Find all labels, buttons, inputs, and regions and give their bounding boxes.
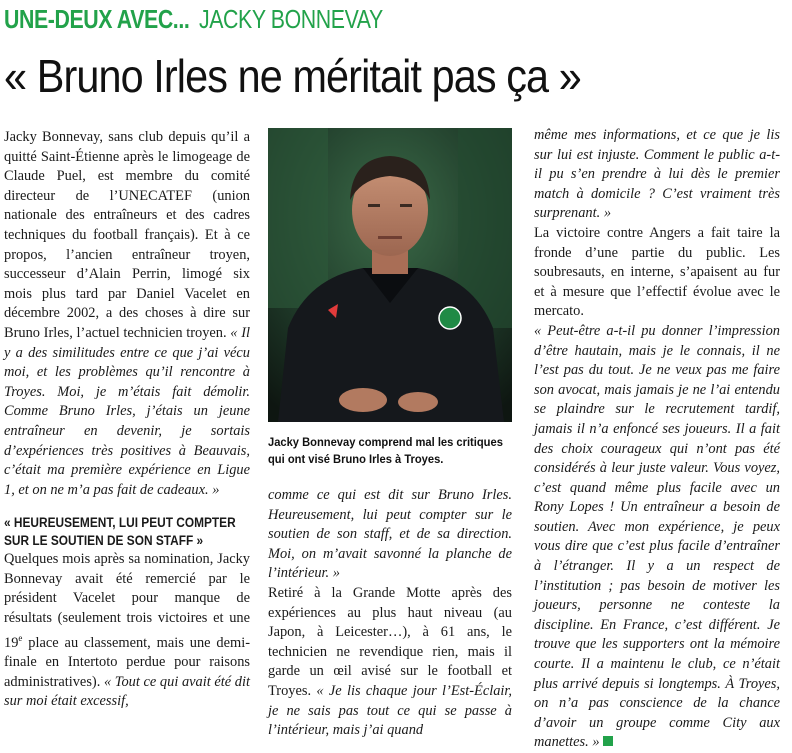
body-paragraph: La victoire contre Angers a fait taire la fronde d’une partie du public. Les soubresauts, en interne, s’apaisent au fur et à mesure que l’effectif évolue avec le mercato.: [534, 224, 780, 320]
quote: même mes informations, et ce que je lis sur lui est injuste. Comment le public a-t-il pu s’en prendre à lui dès le premier match à domicile ? C’est vraiment très surprenant. »: [534, 127, 780, 222]
body-paragraph: Jacky Bonnevay, sans club depuis qu’il a quitté Saint-Étienne après le limogeage de Claude Puel, est membre du comité directeur de l’UNECATEF (union nationale des entraîneurs et des cadres techniques du football français). Et à ce propos, l’ancien entraîneur troyen, successeur d’Alain Perrin, limogé six mois plus tard par Daniel Vacelet en décembre 2002, a des choses à dire sur Bruno Irles, l’actuel technicien troyen. « Il y a des similitudes entre ce que j’ai vécu moi, et les problèmes qu’il rencontre à Troyes. Moi, je m’étais fait démolir. Comme Bruno Irles, j’étais un jeune entraîneur en devenir, je sortais d’expériences très positives à Beauvais, c’était ma première expérience en Ligue 1, et on ne m’a pas fait de cadeaux. »: [4, 129, 250, 498]
quote: « Tout ce qui avait été dit sur moi était excessif,: [4, 673, 250, 710]
quote: « Je lis chaque jour l’Est-Éclair, je ne sais pas tout ce qui se passe à l’intérieur, mais j’ai quand: [268, 682, 512, 739]
coach-photo: [268, 128, 512, 422]
quote: « Il y a des similitudes entre ce que j’ai vécu moi, et les problèmes qu’il rencontre à Troyes. Moi, je m’étais fait démolir. Comme Bruno Irles, j’étais un jeune entraîneur en devenir, je sortais d’expériences très positives à Beauvais, c’était ma première expérience en Ligue 1, et on ne m’a pas fait de cadeaux. »: [4, 324, 250, 498]
photo-caption: Jacky Bonnevay comprend mal les critiques qui ont visé Bruno Irles à Troyes.: [268, 435, 503, 466]
body-paragraph: Quelques mois après sa nomination, Jacky Bonnevay avait été remercié par le président Vacelet pour manque de résultats (seulement trois victoires et une 19e place au classement, mais une demi-finale en Intertoto perdue pour raisons administratives). « Tout ce qui avait été dit sur moi était excessif,: [4, 551, 250, 710]
subheading: « HEUREUSEMENT, LUI PEUT COMPTER SUR LE SOUTIEN DE SON STAFF »: [4, 515, 236, 549]
article-headline: « Bruno Irles ne méritait pas ça »: [4, 50, 581, 102]
quote-paragraph: « Peut-être a-t-il pu donner l’impression d’être hautain, mais je le connais, il ne l’est pas du tout. Je ne veux pas me faire son avocat, mais jamais je ne l’ai entendu se plaindre sur le recrutement tardif, jamais il n’a enfoncé ses joueurs. Il a fait des choix courageux qui n’ont pas été considérés à leur juste valeur. Vous voyez, c’est quand même plus facile avec un Rony Lopes ! Un entraîneur a besoin de soutien. Avec mon expérience, je peux vous dire que c’est plus facile d’entraîner à l’étranger. Il y a un respect de l’institution ; pas besoin de motiver les joueurs, personne ne conteste la discipline. En France, c’est différent. Je trouve que les supporters ont la mémoire courte. Il a maintenu le club, ce n’était plus arrivé depuis si longtemps. À Troyes, on n’a pas conscience de la chance d’avoir un groupe comme City aux manettes. »: [534, 322, 780, 751]
kicker-name: JACKY BONNEVAY: [198, 4, 383, 34]
article-column-1: [4, 128, 250, 712]
coach-photo-illustration: [268, 128, 512, 422]
article-column-3: [534, 126, 780, 753]
kicker-series: UNE-DEUX AVEC...: [4, 4, 190, 34]
end-of-article-square-icon: [603, 736, 613, 746]
article-column-2: [268, 486, 512, 741]
body-paragraph: Retiré à la Grande Motte après des expériences au plus haut niveau (au Japon, à Leicester…), à 61 ans, le technicien ne revendique rien, mais il garde un œil avisé sur le football et Troyes. « Je lis chaque jour l’Est-Éclair, je ne sais pas tout ce qui se passe à l’intérieur, mais j’ai quand: [268, 584, 512, 739]
article-kicker: [4, 2, 423, 36]
quote: comme ce qui est dit sur Bruno Irles. Heureusement, lui peut compter sur le soutien de son staff, et de sa direction. Moi, on m’avait savonné la planche de l’intérieur. »: [268, 487, 512, 582]
